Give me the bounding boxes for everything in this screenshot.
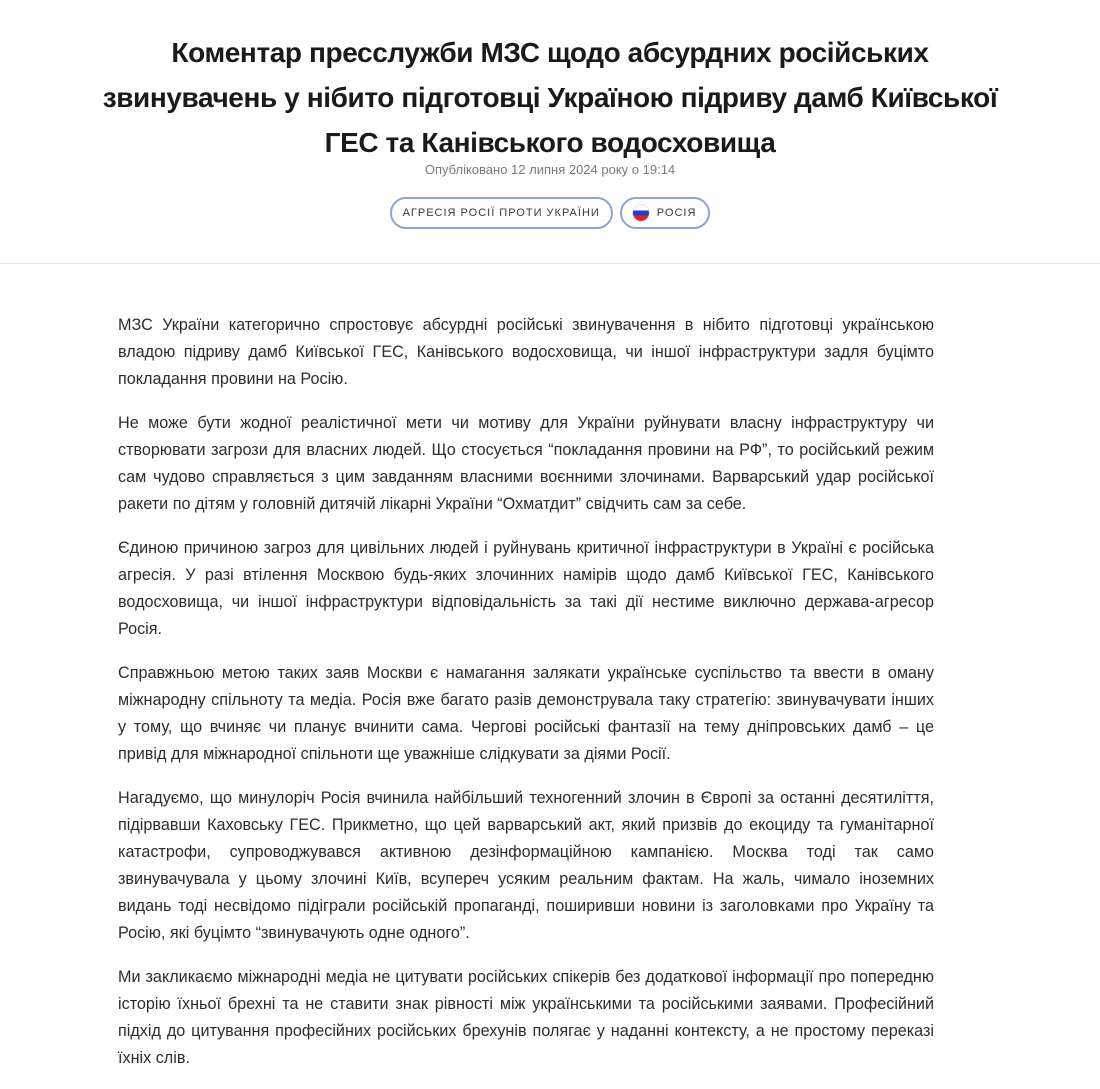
article-paragraph: Не може бути жодної реалістичної мети чи мотиву для України руйнувати власну інфраструктуру чи створювати загрози для власних людей. Що стосується “покладання провини на РФ”, то російський режим сам чудово справляється з цим завданням власними воєнними злочинами. Варварський удар російської ракети по дітям у головній дитячій лікарні України “Охматдит” свідчить сам за себе. — [118, 414, 934, 513]
tag-label: АГРЕСІЯ РОСІЇ ПРОТИ УКРАЇНИ — [402, 207, 600, 219]
publication-date: Опубліковано 12 липня 2024 року о 19:14 — [424, 162, 676, 177]
article-header — [0, 0, 1100, 264]
article-paragraph: Нагадуємо, що минулоріч Росія вчинила найбільший техногенний злочин в Європі за останні десятиліття, підірвавши Каховську ГЕС. Прикметно, що цей варварський акт, який призвів до екоциду та гуманітарної катастрофи, супроводжувався активною дезінформаційною кампанією. Москва тоді так само звинувачувала у цьому злочині Київ, всупереч усяким реальним фактам. На жаль, чимало іноземних видань тоді несвідомо підіграли російській пропаганді, поширивши новини із заголовками про Україну та Росію, які буцімто “звинувачують одне одного”. — [118, 789, 934, 942]
article-paragraph: Єдиною причиною загроз для цивільних людей і руйнувань критичної інфраструктури в Україні є російська агресія. У разі втілення Москвою будь-яких злочинних намірів щодо дамб Київської ГЕС, Канівського водосховища, чи іншої інфраструктури відповідальність за такі дії нестиме виключно держава-агресор Росія. — [118, 539, 934, 638]
article-title: Коментар пресслужби МЗС щодо абсурдних російських звинувачень у нібито підготовці Україною підриву дамб Київської ГЕС та Канівського водосховища — [102, 37, 998, 158]
article-paragraph: МЗС України категорично спростовує абсурдні російські звинувачення в нібито підготовці українською владою підриву дамб Київської ГЕС, Канівського водосховища, чи іншої інфраструктури задля буцімто покладання провини на Росію. — [118, 316, 934, 388]
tag-label: РОСІЯ — [656, 207, 697, 219]
tag-list — [0, 197, 1100, 229]
tag-russia[interactable] — [620, 197, 711, 229]
article-body — [118, 312, 934, 1089]
article-paragraph: Ми закликаємо міжнародні медіа не цитувати російських спікерів без додаткової інформації про попередню історію їхньої брехні та не ставити знак рівності між українськими та російськими заявами. Професійний підхід до цитування професійних російських брехунів полягає у наданні контексту, а не простому переказі їхніх слів. — [118, 968, 934, 1067]
tag-russian-aggression[interactable] — [390, 197, 613, 229]
article-paragraph: Справжньою метою таких заяв Москви є намагання залякати українське суспільство та ввести в оману міжнародну спільноту та медіа. Росія вже багато разів демонструвала таку стратегію: звинувачувати інших у тому, що вчиняє чи планує вчинити сама. Чергові російські фантазії на тему дніпровських дамб – це привід для міжнародної спільноти ще уважніше слідкувати за діями Росії. — [118, 664, 934, 763]
russia-flag-icon — [633, 205, 649, 221]
